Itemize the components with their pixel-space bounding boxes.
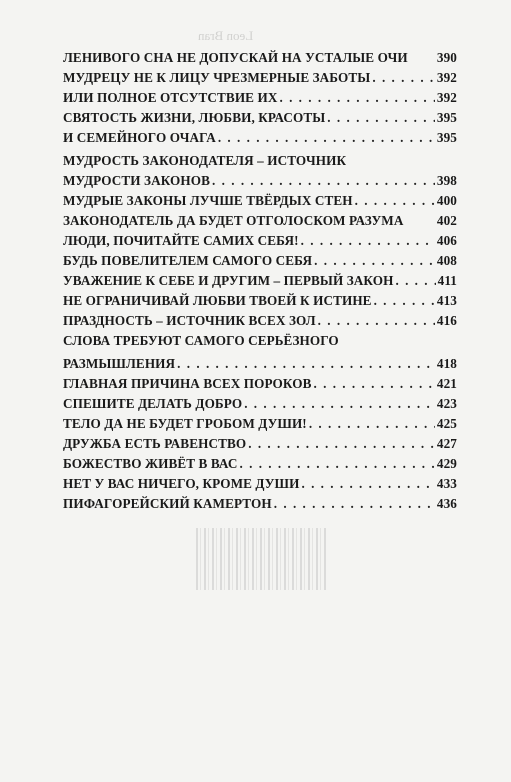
toc-leader (374, 291, 435, 311)
toc-title: МУДРОСТЬ ЗАКОНОДАТЕЛЯ – ИСТОЧНИК (63, 153, 347, 168)
toc-page: 436 (436, 496, 457, 511)
toc-entry (63, 311, 457, 331)
toc-entry (63, 291, 457, 311)
toc-entry (63, 231, 457, 251)
toc-entry (63, 48, 457, 68)
toc-page: 398 (436, 173, 457, 188)
toc-title: РАЗМЫШЛЕНИЯ (63, 356, 176, 371)
toc-entry (63, 171, 457, 191)
toc-page: 392 (436, 90, 457, 105)
toc-page: 429 (436, 456, 457, 471)
toc-page: 408 (436, 253, 457, 268)
toc-title: МУДРЫЕ ЗАКОНЫ ЛУЧШЕ ТВЁРДЫХ СТЕН (63, 193, 353, 208)
toc-entry (63, 331, 457, 351)
toc-page: 425 (436, 416, 457, 431)
toc-page: 411 (437, 273, 457, 288)
toc-leader (372, 68, 435, 88)
toc-leader (301, 474, 434, 494)
toc-page: 395 (436, 110, 457, 125)
toc-leader (177, 354, 435, 374)
toc-entry (63, 454, 457, 474)
toc-leader (244, 394, 435, 414)
toc-leader (240, 454, 435, 474)
toc-title: ДРУЖБА ЕСТЬ РАВЕНСТВО (63, 436, 247, 451)
toc-entry (63, 211, 457, 231)
toc-title: ПРАЗДНОСТЬ – ИСТОЧНИК ВСЕХ ЗОЛ (63, 313, 316, 328)
bleed-through-barcode (196, 528, 326, 590)
toc-title: ЛЕНИВОГО СНА НЕ ДОПУСКАЙ НА УСТАЛЫЕ ОЧИ (63, 50, 408, 65)
toc-title: БОЖЕСТВО ЖИВЁТ В ВАС (63, 456, 238, 471)
toc-entry (63, 434, 457, 454)
toc-title: СВЯТОСТЬ ЖИЗНИ, ЛЮБВИ, КРАСОТЫ (63, 110, 326, 125)
toc-entry (63, 68, 457, 88)
toc-title: ИЛИ ПОЛНОЕ ОТСУТСТВИЕ ИХ (63, 90, 278, 105)
table-of-contents (63, 48, 457, 514)
toc-leader (301, 231, 435, 251)
toc-entry (63, 151, 457, 171)
toc-page: 390 (436, 50, 457, 65)
toc-leader (309, 414, 435, 434)
toc-leader (212, 171, 435, 191)
toc-title: БУДЬ ПОВЕЛИТЕЛЕМ САМОГО СЕБЯ (63, 253, 313, 268)
toc-title: МУДРОСТИ ЗАКОНОВ (63, 173, 211, 188)
toc-title: ПИФАГОРЕЙСКИЙ КАМЕРТОН (63, 496, 272, 511)
toc-page: 395 (436, 130, 457, 145)
toc-page: 406 (436, 233, 457, 248)
toc-entry (63, 374, 457, 394)
toc-entry (63, 128, 457, 148)
toc-page: 427 (436, 436, 457, 451)
toc-entry (63, 414, 457, 434)
toc-title: МУДРЕЦУ НЕ К ЛИЦУ ЧРЕЗМЕРНЫЕ ЗАБОТЫ (63, 70, 371, 85)
toc-title: СПЕШИТЕ ДЕЛАТЬ ДОБРО (63, 396, 243, 411)
toc-title: УВАЖЕНИЕ К СЕБЕ И ДРУГИМ – ПЕРВЫЙ ЗАКОН (63, 273, 394, 288)
toc-title: ЛЮДИ, ПОЧИТАЙТЕ САМИХ СЕБЯ! (63, 233, 299, 248)
toc-leader (395, 271, 435, 291)
toc-page: 418 (436, 356, 457, 371)
toc-entry (63, 474, 457, 494)
toc-page: 433 (436, 476, 457, 491)
toc-leader (279, 88, 434, 108)
toc-page: 423 (436, 396, 457, 411)
toc-page: 416 (436, 313, 457, 328)
toc-leader (248, 434, 435, 454)
toc-page: 392 (436, 70, 457, 85)
toc-leader (314, 251, 435, 271)
toc-leader (355, 191, 435, 211)
toc-leader (318, 311, 435, 331)
toc-title: СЛОВА ТРЕБУЮТ САМОГО СЕРЬЁЗНОГО (63, 333, 339, 348)
toc-title: ЗАКОНОДАТЕЛЬ ДА БУДЕТ ОТГОЛОСКОМ РАЗУМА (63, 213, 404, 228)
toc-leader (274, 494, 435, 514)
toc-page: 400 (436, 193, 457, 208)
bleed-through-text: Leon Bran (197, 28, 253, 43)
toc-page: 402 (436, 213, 457, 228)
toc-page: 421 (436, 376, 457, 391)
toc-entry (63, 271, 457, 291)
toc-entry (63, 354, 457, 374)
toc-title: ГЛАВНАЯ ПРИЧИНА ВСЕХ ПОРОКОВ (63, 376, 312, 391)
toc-page: 413 (436, 293, 457, 308)
toc-entry (63, 494, 457, 514)
toc-title: НЕТ У ВАС НИЧЕГО, КРОМЕ ДУШИ (63, 476, 300, 491)
toc-entry (63, 394, 457, 414)
toc-leader (327, 108, 435, 128)
toc-entry (63, 191, 457, 211)
toc-entry (63, 88, 457, 108)
toc-title: И СЕМЕЙНОГО ОЧАГА (63, 130, 216, 145)
toc-title: ТЕЛО ДА НЕ БУДЕТ ГРОБОМ ДУШИ! (63, 416, 307, 431)
toc-entry (63, 108, 457, 128)
toc-entry (63, 251, 457, 271)
toc-leader (218, 128, 435, 148)
toc-leader (314, 374, 435, 394)
toc-title: НЕ ОГРАНИЧИВАЙ ЛЮБВИ ТВОЕЙ К ИСТИНЕ (63, 293, 372, 308)
